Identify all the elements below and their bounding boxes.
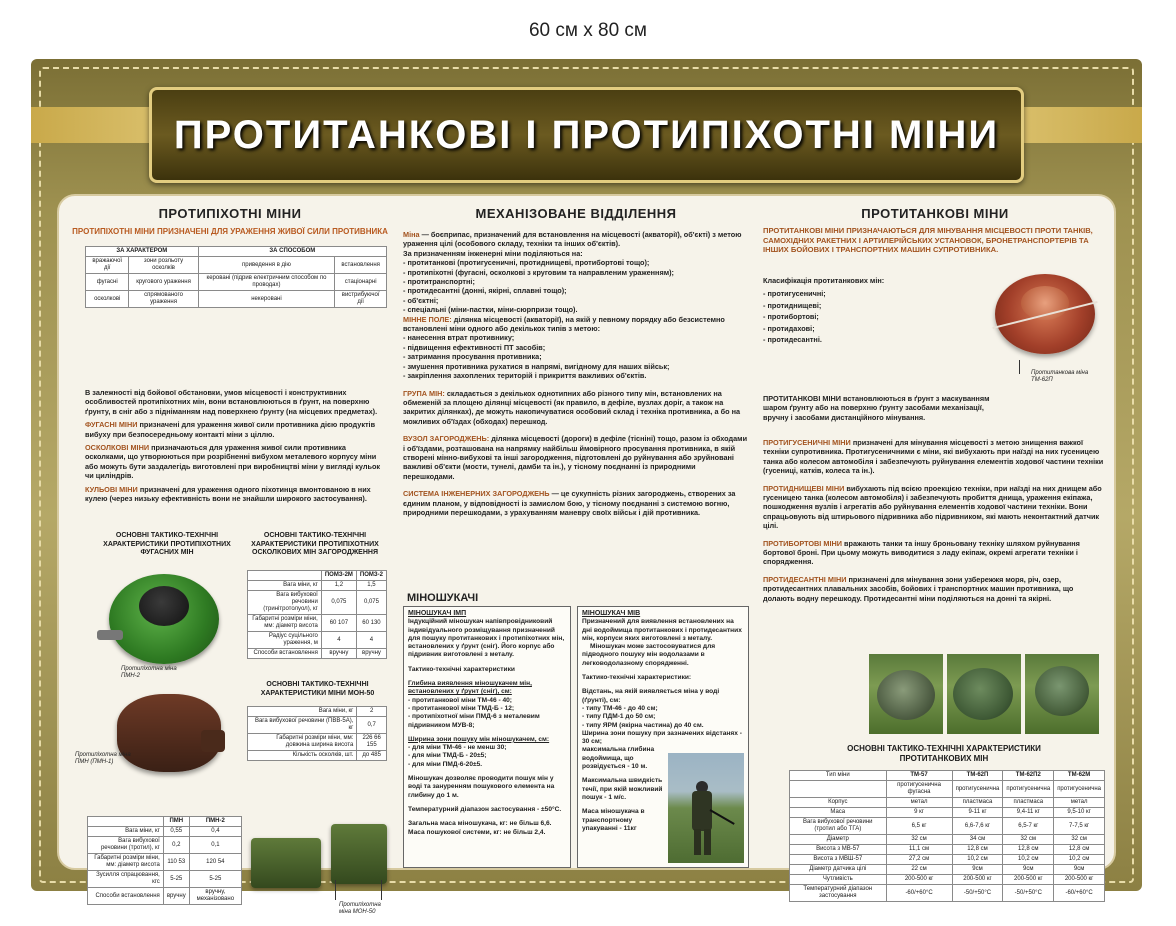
antitank-install: ПРОТИТАНКОВІ МІНИ встановлюються в ґрунт з маскуванням шаром ґрунту або на поверхню ґрунту засобами механізації, вручну і засобами дистанційного мінування. [763,394,990,422]
table-row: Діаметр датчика цілі 22 см 9см 9см 9см [790,865,1105,875]
table-row [86,274,387,291]
antipersonnel-column [67,196,393,915]
fragmentation-mines-paragraph: ОСКОЛКОВІ МІНИ призначаються для ураження живої сили противника осколками, що утворюються при розрібненні вибухом металевого корпусу міни або можуть бути заздалегідь виготовлені при виробництві міни у вигляді кульок чи циліндрів. [85,443,381,481]
mib-zone-width: Ширина зони пошуку при зазначених відстанях - 30 см; [582,729,742,746]
classification-item: - протидахові; [763,323,815,333]
table-row: Вага міни, кг 2 [248,707,387,717]
table-row: Радіус суцільного ураження, м 4 4 [248,632,387,649]
landing-mines-paragraph: ПРОТИДЕСАНТНІ МІНИ призначені для мінування зони узбережжя моря, річ, озер, протидесантних плавальних засобів, бойових і транспортних машин противника, що долають водну перешкоду. Протидесантні міни поділяються на донні та якірні. [763,574,1074,603]
imp-width-item: - для міни ТМД-Б - 20±5; [408,752,487,760]
mine-detectors-heading: МІНОШУКАЧІ [407,592,479,604]
pmn-specs-table: ПМН ПМН-2 Вага міни, кг 0,55 0,4 Вага вибухової речовини (тротил), кг 0,2 0,1 Габаритні розміри міни, мм: діаметр висота 110 53 120 54 Зусилля спрацювання, кгс 5-25 5-25 Способи встановлення вручну вручну, механізовано [87,816,242,905]
install-paragraph: В залежності від бойової обстановки, умов місцевості і конструктивних особливостей протипіхотних мін, вони встановлюються в ґрунт, на поверхню ґрунту, в сніг або з підніманням над поверхнею ґрунту (на місцевих предметах). [85,388,378,416]
pmn2-mine-image [87,568,237,668]
field-photo-3 [1025,654,1099,734]
imp-depth-heading: Глибина виявлення міношукачем мін, встановлених у ґрунт (сніг), см: [408,680,532,696]
imp-detector-heading: МІНОШУКАЧ ІМП [408,610,467,617]
mib-detector-heading: МІНОШУКАЧ МІВ [582,610,641,617]
table-row: Висота з МВ-57 11,1 см 12,8 см 12,8 см 12,8 см [790,845,1105,855]
mine-type-item: - об'єктні; [403,295,439,305]
mon50-specs-table [247,706,387,761]
table-row: Вага вибухової речовини (тротил), кг 0,2 0,1 [88,837,242,854]
table-row: Вага вибухової речовини (тринітротолуол), кг 0,075 0,075 [248,591,387,615]
tm62p-caption: Протитанкова міна ТМ-62П [1031,370,1089,383]
mine-definition-text: Міна — боєприпас, призначений для встановлення на місцевості (акваторії), об'єкті) з метою ураження цілі (особового складу, техніки та інших об'єктів). За призначенням інженерні міни поділяються на: - протитанкові (протигусеничні, протиднищеві, протибортові тощо); - протипіхотні (фугасні, осколкові з круговим та направленим ураженням); - протитранспортні; - протидесантні (донні, якірні, сплавні тощо); - об'єктні; - спеціальні (міни-пастки, міни-сюрпризи тощо). МІННЕ ПОЛЕ: ділянка місцевості (акваторії), на якій у певному порядку або безсистемно встановлені міни одного або декількох типів з метою: - нанесення втрат противнику; - підвищення ефективності ПТ засобів; - затримання просування противника; - змушення противника рухатися в напрямі, вигідному для наших військ; - закріплення захоплених територій і прикриття важливих об'єктів. ГРУПА МІН: складається з декількох однотипних або різного типу мін, встановлених на обмеженій за площею ділянці місцевості (як правило, в дефіле, вузлах доріг, а також на закритих ділянках), де можуть накопичуватися особовий склад і техніка противника, а бо на можливих об'їздах (обходах) перешкод. ВУЗОЛ ЗАГОРОДЖЕНЬ: ділянка місцевості (дороги) в дефіле (тісніні) тощо, разом із обходами і об'їздами, розташована на напрямку найбільш ймовірного просування противника, в якій створені мінно-вибухові та інші загородження, підготовлені до руйнування або зруйновані важливі об'єкти (мости, тунелі, дамби та ін.), у тісному поєднанні із природними перешкодами. СИСТЕМА ІНЖЕНЕРНИХ ЗАГОРОДЖЕНЬ — це сукупність різних загороджень, створених за єдиним планом, у відповідності із замислом бою, у тісному поєднанні з системою вогню, природними перешкодами, з урахуванням маневру своїх військ і дій противника. [403,230,748,517]
classification-item: - протибортові; [763,312,819,322]
mib-diver-use: Міношукач може застосовуватися для підводного пошуку мін водолазами в легководолазному спорядженні. [582,643,716,667]
imp-detector-box [403,606,571,868]
imp-width-item: - для міни ПМД-6-20±5. [408,760,483,768]
field-photo-1 [869,654,943,734]
table-header: приведення в дію [198,257,335,274]
mib-weight: Маса міношукача в транспортному упакуванні - 11кг [582,808,645,832]
poster-board [31,59,1142,915]
mon50-mine-image [251,820,391,900]
classification-item: - протидесантні. [763,335,822,345]
table-row: Висота з МВШ-57 27,2 см 10,2 см 10,2 см 10,2 см [790,855,1105,865]
table-row: Зусилля спрацювання, кгс 5-25 5-25 [88,871,242,888]
mib-detector-box [577,606,749,868]
imp-depth-item: - протитанкової міни ТМД-Б - 12; [408,704,515,712]
poster-size-label: 60 см х 80 см [528,20,647,41]
table-row: Температурний діапазон застосування -60/+60°C -50/+50°C -50/+50°C -60/+60°C [790,885,1105,902]
group-header-method: ЗА СПОСОБОМ [198,247,386,257]
table-row: Вага вибухової речовини (ПВВ-5А), кг 0,7 [248,717,387,734]
pmn1-caption: Протипіхотна міна ПМН (ПМН-1) [75,752,131,765]
pmn1-mine-image [97,684,237,784]
table-row: Способи встановлення вручну вручну, механізовано [88,888,242,905]
classification-item: - протиднищеві; [763,300,822,310]
mib-distance-item: - типу ЯРМ (якірна частина) до 40 см. [582,721,704,729]
antipersonnel-subheading: ПРОТИПІХОТНІ МІНИ ПРИЗНАЧЕНІ ДЛЯ УРАЖЕННЯ ЖИВОЇ СИЛИ ПРОТИВНИКА [72,227,388,236]
table-header [248,571,322,581]
mine-type-item: - протитранспортні; [403,277,475,287]
antitank-specs-title: ОСНОВНІ ТАКТИКО-ТЕХНІЧНІ ХАРАКТЕРИСТИКИ ПРОТИТАНКОВИХ МІН [847,744,1041,763]
table-cell: фугасні [86,274,129,291]
table-cell: вистрибуючої дії [335,291,387,308]
mine-type-item: - протипіхотні (фугасні, осколкові з круговим та направленим ураженням); [403,267,674,277]
classification-heading: Класифікація протитанкових мін: [763,276,885,285]
table-row: Кількість осколків, шт. до 485 [248,751,387,761]
antitank-mines-photos [869,654,1099,734]
antitank-subheading: ПРОТИТАНКОВІ МІНИ ПРИЗНАЧАЮТЬСЯ ДЛЯ МІНУВАННЯ МІСЦЕВОСТІ ПРОТИ ТАНКІВ, САМОХІДНИХ РАКЕТНИХ І АРТИЛЕРІЙСЬКИХ УСТАНОВОК, БРОНЕТРАНСПОРТЕРІВ ТА ІНШИХ БОЙОВИХ І ТРАНСПОРТНИХ МАШИН СУПРОТИВНИКА. [763,226,1093,255]
table-header: ПОМЗ-2М [321,571,356,581]
imp-description: Індукційний міношукач напівпровідниковий індивідуального розміщування призначений для пошуку протитанкових і протипіхотних мін, встановлених у ґрунт (сніг). Його корпус або підривник виготовлені з металу. [408,618,565,659]
mechanized-heading: МЕХАНІЗОВАНЕ ВІДДІЛЕННЯ [475,206,677,221]
minefield-item: - затримання просування противника; [403,352,542,362]
bullet-mines-paragraph: КУЛЬОВІ МІНИ призначені для ураження одного піхотинця вмонтованою в них кулею (через низьку ефективність вони не знайшли широкого застосування). [85,484,371,504]
soldier-with-detector-photo [668,753,744,863]
table-row: Габаритні розміри міни, мм: довжина ширина висота 226 66 155 [248,734,387,751]
antitank-specs-table: Тип міни ТМ-57 ТМ-62П ТМ-62П2 ТМ-62М протигусенична фугасна протигусенична протигусенична протигусенична Корпус метал пластмаса пластмаса метал Маса 9 кг 9-11 кг 9,4-11 кг 9,5-10 кг Вага вибухової речовини (тротил або ТГА) 6,5 кг 6,6-7,6 кг 6,5-7 кг 7-7,5 кг Діаметр 32 см 34 см 32 см 32 см Висота з МВ-57 11,1 см 12,8 см 12,8 см 12,8 см Висота з МВШ-57 27,2 см 10,2 см 10,2 см 10,2 см Діаметр датчика цілі 22 см 9см 9см 9см Чутливість 200-500 кг 200-500 кг 200-500 кг 200-500 кг Температурний діапазон застосування -60/+60°C -50/+50°C -50/+50°C -60/+60°C [789,770,1105,902]
classification-item: - протигусеничні; [763,289,826,299]
mib-specs-heading: Тактико-технічні характеристики: [582,674,692,682]
mib-description: Призначений для виявлення встановлених на дні водоймища протитанкових і протидесантних мін, корпуси яких виготовлені з металу. [582,618,742,642]
table-row [86,291,387,308]
table-row: Корпус метал пластмаса пластмаса метал [790,798,1105,808]
table-cell: стаціонарні [335,274,387,291]
antitank-classification [763,276,963,344]
side-mines-paragraph: ПРОТИБОРТОВІ МІНИ вражають танки та іншу броньовану техніку шляхом руйнування бортової броні. При цьому можуть виводитися з ладу екіпаж, окремі агрегати техніки і спорядження. [763,538,1080,567]
imp-width-item: - для міни ТМ-46 - не менш 30; [408,744,507,752]
mine-type-item: - спеціальні (міни-пастки, міни-сюрпризи тощо). [403,305,578,315]
table-row: Способи встановлення вручну вручну [248,649,387,659]
imp-mass: Загальна маса міношукача, кг: не більш 6,6. Маса пошукової системи, кг: не більш 2,4. [408,820,552,836]
table-row: Чутливість 200-500 кг 200-500 кг 200-500 кг 200-500 кг [790,875,1105,885]
mon50-specs-title: ОСНОВНІ ТАКТИКО-ТЕХНІЧНІ ХАРАКТЕРИСТИКИ МІНИ МОН-50 [260,681,375,697]
table-header: зони розльоту осколків [129,257,198,274]
mine-group-definition: ГРУПА МІН: складається з декількох однотипних або різного типу мін, встановлених на обмеженій за площею ділянці місцевості (як правило, в дефіле, вузлах доріг, а також на закритих ділянках), де можуть накопичуватися особовий склад і техніка противника, а бо на можливих об'їздах (обходах) перешкод. [403,388,741,426]
antitank-heading: ПРОТИТАНКОВІ МІНИ [861,206,1009,221]
mechanized-squad-column [399,196,753,868]
mine-types-heading: За призначенням інженерні міни поділяються на: [403,248,583,258]
table-row: Габаритні розміри міни, мм: діаметр висота 60 107 60 130 [248,615,387,632]
blast-mines-paragraph: ФУГАСНІ МІНИ призначені для ураження живої сили противника дією продуктів вибуху при безпосередньому контакті міни з ціллю. [85,420,376,439]
blast-mines-specs-title: ОСНОВНІ ТАКТИКО-ТЕХНІЧНІ ХАРАКТЕРИСТИКИ ПРОТИПІХОТНИХ ФУГАСНИХ МІН [103,532,231,556]
mine-type-item: - протитанкові (протигусеничні, протиднищеві, протибортові тощо); [403,258,650,268]
group-header-character: ЗА ХАРАКТЕРОМ [86,247,199,257]
table-row: Маса 9 кг 9-11 кг 9,4-11 кг 9,5-10 кг [790,808,1105,818]
mib-distance-heading: Відстань, на якій виявляється міна у воді (ґрунті), см: [582,688,720,704]
antipersonnel-heading: ПРОТИПІХОТНІ МІНИ [158,206,302,221]
antitank-types-text [763,434,1107,603]
pomz-specs-table [247,570,387,659]
minefield-item: - підвищення ефективності ПТ засобів; [403,342,546,352]
table-cell: некеровані [198,291,335,308]
table-row: Вага вибухової речовини (тротил або ТГА) 6,5 кг 6,6-7,6 кг 6,5-7 кг 7-7,5 кг [790,818,1105,835]
bottom-mines-paragraph: ПРОТИДНИЩЕВІ МІНИ вибухають під всією проекцією техніки, при наїзді на них днищем або гусеницею танка (колесом автомобіля) і забезпечують пробиття днища, ураження екіпажа, пошкодження вузлів і агрегатів або руйнування елементів ходової частини техніки. Вони спрацьовують від штирьового підривника або підривником, які мають неконтактний датчик цілі. [763,483,1102,531]
barrier-system-definition: СИСТЕМА ІНЖЕНЕРНИХ ЗАГОРОДЖЕНЬ — це сукупність різних загороджень, створених за єдиним планом, у відповідності із замислом бою, у тісному поєднанні з системою вогню, природними перешкодами, з урахуванням маневру своїх військ і дій противника. [403,489,736,517]
mine-type-item: - протидесантні (донні, якірні, сплавні тощо); [403,286,567,296]
imp-depth-item: - протипіхотної міни ПМД-6 з металевим підривником МУВ-8; [408,713,540,729]
table-header: встановлення [335,257,387,274]
barrier-node-definition: ВУЗОЛ ЗАГОРОДЖЕНЬ: ділянка місцевості (дороги) в дефіле (тісніні) тощо, разом із обходами і об'їздами, розташована на напрямку найбільш ймовірного просування противника, в якій створені мінно-вибухові та інші загородження, підготовлені до руйнування або зруйновані важливі об'єкти (мости, тунелі, дамби та ін.), у тісному поєднанні із природними перешкодами. [403,434,748,481]
table-header: вражаючої дії [86,257,129,274]
mib-distance-item: - типу ПДМ-1 до 50 см; [582,713,656,721]
minefield-definition: МІННЕ ПОЛЕ: ділянка місцевості (акваторії), на якій у певному порядку або безсистемно встановлені міни одного або декількох типів з метою: [403,314,725,334]
table-cell: кругового ураження [129,274,198,291]
content-panel [57,194,1116,915]
mon50-caption: Протипіхотна міна МОН-50 [339,902,381,915]
tm62p-mine-image [987,268,1099,368]
table-cell: осколкові [86,291,129,308]
imp-water-search: Міношукач дозволяє проводити пошук мін у воді та зануренням пошукового елемента на глибину до 1 м. [408,775,555,799]
mib-max-depth: максимальна глибина водоймища, що розвідується - 10 м. [582,746,655,771]
antitank-column [759,196,1111,899]
title-plaque [149,87,1024,183]
table-header: ПОМЗ-2 [356,571,386,581]
track-mines-paragraph: ПРОТИГУСЕНИЧНІ МІНИ призначені для мінування місцевості з метою знищення важкої техніки супротивника. Протигусеничними є міни, які вибухають при наїзді на них гусеницею танка або колесом автомобіля і забезпечують руйнування елементів ходової частини техніки (гусениці, катків, колеса та ін.). [763,438,1104,476]
antipersonnel-class-table [85,246,387,308]
table-row: Діаметр 32 см 34 см 32 см 32 см [790,835,1105,845]
poster-title: ПРОТИТАНКОВІ І ПРОТИПІХОТНІ МІНИ [173,112,1000,157]
table-row: Габаритні розміри міни, мм: діаметр висота 110 53 120 54 [88,854,242,871]
imp-width-heading: Ширина зони пошуку мін міношукачем, см: [408,735,550,743]
tm62p-pointer [1019,360,1020,374]
field-photo-2 [947,654,1021,734]
imp-depth-item: - протитанкової міни ТМ-46 - 40; [408,696,513,704]
minefield-item: - закріплення захоплених територій і прикриття важливих об'єктів. [403,371,647,381]
table-cell: керовані (підрив електричним способом по проводах) [198,274,335,291]
table-row: Вага міни, кг 1,2 1,5 [248,581,387,591]
table-row: Вага міни, кг 0,55 0,4 [88,827,242,837]
table-cell: спрямованого ураження [129,291,198,308]
mib-distance-item: - типу ТМ-46 - до 40 см; [582,704,658,712]
pomz-specs-title: ОСНОВНІ ТАКТИКО-ТЕХНІЧНІ ХАРАКТЕРИСТИКИ ПРОТИПІХОТНИХ ОСКОЛКОВИХ МІН ЗАГОРОДЖЕННЯ [251,532,379,556]
minefield-item: - змушення противника рухатися в напрямі, вигідному для наших військ; [403,361,670,371]
imp-temperature: Температурний діапазон застосування - ±50°С. [408,805,562,813]
antipersonnel-text [85,384,387,503]
pmn2-caption: Протипіхотна міна ПМН-2 [121,666,177,679]
table-row: протигусенична фугасна протигусенична протигусенична протигусенична [790,781,1105,798]
minefield-item: - нанесення втрат противнику; [403,333,515,343]
mib-max-current: Максимальна швидкість течії, при якій можливий пошук - 1 м/с. [582,777,663,801]
imp-specs-heading: Тактико-технічні характеристики [408,665,515,673]
